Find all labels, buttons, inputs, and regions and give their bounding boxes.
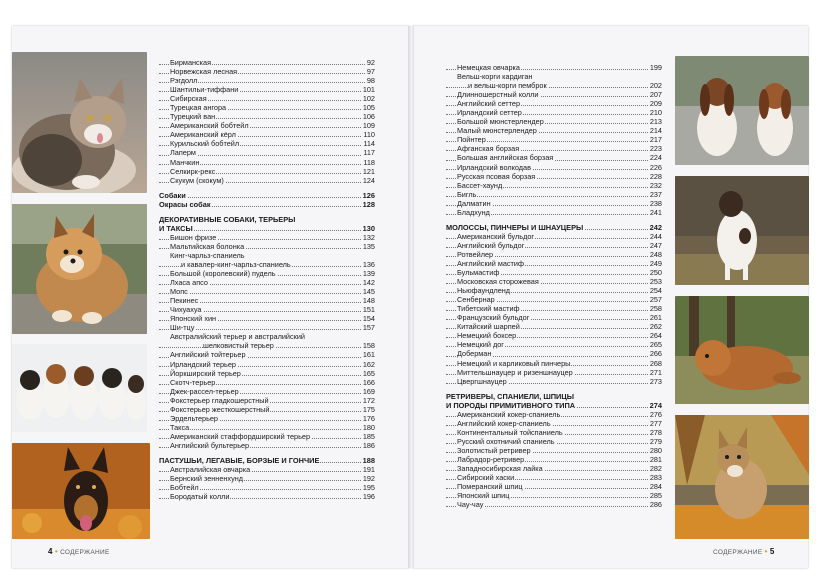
left-toc-group-d	[159, 465, 375, 501]
toc-entry-title: Французский бульдог	[457, 313, 530, 323]
toc-entry-page: 165	[362, 368, 375, 378]
toc-entry-page: 128	[362, 199, 375, 209]
section-heading-line1: ДЕКОРАТИВНЫЕ СОБАКИ, ТЕРЬЕРЫ	[159, 214, 296, 224]
toc-entry-title: Бассет-хаунд	[457, 180, 503, 190]
toc-entry-title: Ирландский сеттер	[457, 108, 522, 118]
toc-entry[interactable]	[159, 94, 375, 103]
footer-label: СОДЕРЖАНИЕ	[713, 549, 763, 556]
toc-entry-page: 262	[649, 322, 662, 332]
toc-entry-title: Померанский шпиц	[457, 482, 523, 492]
toc-entry-title: Английский сеттер	[457, 99, 521, 109]
toc-entry-title: Рэгдолл	[170, 76, 198, 86]
toc-entry-title: Бладхунд	[457, 207, 490, 217]
toc-entry-title: Селкирк-рекс	[170, 166, 216, 176]
toc-entry-title: Тибетский мастиф	[457, 304, 520, 314]
toc-entry-page: 281	[649, 454, 662, 464]
toc-entry-title: Курильский бобтейл	[170, 139, 240, 149]
toc-entry[interactable]	[159, 323, 375, 332]
toc-entry-title: Чау-чау	[457, 500, 484, 510]
toc-entry-title: Русский охотничий спаниель	[457, 436, 555, 446]
toc-entry[interactable]	[446, 304, 662, 313]
toc-entry-page: 169	[362, 386, 375, 396]
toc-entry-title: Австралийский терьер и австралийский	[170, 332, 305, 342]
toc-entry-page: 180	[362, 422, 375, 432]
toc-entry-page: 282	[649, 464, 662, 474]
toc-entry-page: 217	[649, 135, 662, 145]
toc-entry-title: Большой (королевский) пудель	[170, 269, 276, 279]
toc-entry-dog-colors[interactable]	[159, 200, 375, 209]
toc-entry-page: 185	[362, 431, 375, 441]
toc-entry[interactable]	[446, 232, 662, 241]
toc-entry-page: 278	[649, 427, 662, 437]
toc-entry-page: 265	[649, 340, 662, 350]
toc-entry[interactable]	[446, 259, 662, 268]
toc-entry-title: Лхаса апсо	[170, 278, 208, 288]
toc-entry[interactable]	[159, 148, 375, 157]
toc-entry-page: 276	[649, 409, 662, 419]
toc-entry-page: 264	[649, 331, 662, 341]
toc-entry[interactable]	[159, 112, 375, 121]
toc-entry[interactable]	[446, 181, 662, 190]
toc-entry[interactable]	[446, 464, 662, 473]
section-heading-title: ПАСТУШЬИ, ЛЕГАВЫЕ, БОРЗЫЕ И ГОНЧИЕ	[159, 455, 320, 465]
toc-entry[interactable]	[159, 67, 375, 76]
toc-entry-page: 283	[649, 473, 662, 483]
section-heading-retrievers-line2[interactable]	[446, 401, 662, 410]
toc-entry-page: 117	[363, 148, 375, 158]
toc-entry-page: 250	[649, 268, 662, 278]
toc-entry-title: Доберман	[457, 349, 492, 359]
toc-entry-title: Бишон фризе	[170, 232, 217, 242]
photo-pomeranian	[12, 204, 147, 334]
toc-entry[interactable]	[159, 305, 375, 314]
section-heading-page: 242	[649, 222, 662, 232]
toc-entry-title: Мопс	[170, 287, 188, 297]
toc-entry-title: Английский кокер-спаниель	[457, 418, 551, 428]
toc-entry-page: 195	[362, 483, 375, 493]
toc-entry-page: 228	[649, 171, 662, 181]
toc-entry-title: Йоркширский терьер	[170, 368, 241, 378]
toc-entry-title: Ирландский терьер	[170, 359, 236, 369]
toc-entry-title: Сибирская	[170, 94, 207, 104]
toc-entry[interactable]	[446, 410, 662, 419]
toc-entry[interactable]	[446, 491, 662, 500]
toc-entry-title: Австралийская овчарка	[170, 465, 251, 475]
toc-entry[interactable]	[446, 428, 662, 437]
toc-entry-page: 247	[649, 240, 662, 250]
right-toc-group-c	[446, 410, 662, 510]
toc-entry[interactable]	[159, 103, 375, 112]
photo-tibetan-mastiff	[675, 296, 809, 404]
toc-entry-title: Бернский зенненхунд	[170, 474, 244, 484]
toc-entry-page: 248	[649, 249, 662, 259]
left-toc	[159, 58, 375, 501]
toc-entry-page: 253	[649, 277, 662, 287]
toc-entry-title: Бигль	[457, 189, 477, 199]
toc-entry-title: Немецкая овчарка	[457, 63, 520, 72]
toc-entry-title: Афганская борзая	[457, 144, 520, 154]
right-toc-group-a	[446, 63, 662, 217]
section-heading-line2: И ПОРОДЫ ПРИМИТИВНОГО ТИПА	[446, 400, 576, 410]
toc-entry-title: Бирманская	[170, 58, 212, 67]
toc-entry-title: шелковистый терьер	[203, 341, 274, 351]
toc-entry-title: Такса	[170, 422, 190, 432]
toc-entry[interactable]	[446, 268, 662, 277]
toc-entry-title: Американский стаффордширский терьер	[170, 431, 311, 441]
photo-cat	[12, 52, 147, 193]
toc-entry-page: 210	[649, 108, 662, 118]
toc-entry-title: Цвергшнауцер	[457, 376, 507, 386]
toc-entry-title: Фокстерьер гладкошерстный	[170, 395, 269, 405]
toc-entry-page: 257	[649, 295, 662, 305]
toc-entry-page: 126	[362, 190, 375, 200]
toc-entry[interactable]	[159, 369, 375, 378]
toc-entry[interactable]	[159, 378, 375, 387]
toc-entry-title: Скотч-терьер	[170, 377, 216, 387]
toc-entry-title: Далматин	[457, 198, 491, 208]
photo-german-shepherd	[12, 443, 150, 539]
toc-entry-title: Ирландский волкодав	[457, 162, 531, 172]
toc-entry-title: Китайский шарпей	[457, 322, 520, 332]
toc-entry[interactable]	[446, 199, 662, 208]
section-heading-herding[interactable]	[159, 456, 375, 465]
toc-entry-page: 207	[649, 90, 662, 100]
toc-entry-page: 98	[366, 76, 375, 86]
toc-entry-page: 284	[649, 482, 662, 492]
toc-entry[interactable]	[159, 387, 375, 396]
toc-entry-title: Американский кокер-спаниель	[457, 409, 561, 419]
toc-entry-title: Бульмастиф	[457, 268, 500, 278]
toc-entry[interactable]	[446, 313, 662, 322]
toc-entry-page: 199	[649, 63, 662, 72]
toc-entry-title: Бобтейл	[170, 483, 199, 493]
toc-entry-page: 279	[649, 436, 662, 446]
section-heading-decorative-line2[interactable]	[159, 224, 375, 233]
photo-laika	[675, 415, 809, 539]
toc-entry[interactable]	[446, 153, 662, 162]
toc-entry-page: 172	[362, 395, 375, 405]
toc-entry-page: 139	[362, 269, 375, 279]
toc-entry[interactable]	[159, 85, 375, 94]
toc-entry[interactable]	[446, 482, 662, 491]
toc-entry-title: Чихуахуа	[170, 305, 202, 315]
toc-entry-page: 109	[362, 121, 375, 131]
toc-entry[interactable]	[159, 287, 375, 296]
toc-entry[interactable]	[446, 190, 662, 199]
toc-entry-page: 92	[366, 58, 375, 67]
toc-entry-title: Норвежская лесная	[170, 67, 238, 77]
toc-entry-page: 271	[649, 367, 662, 377]
toc-entry-title: Эрдельтерьер	[170, 413, 218, 423]
toc-entry-title: Пойнтер	[457, 135, 486, 145]
toc-entry[interactable]	[159, 360, 375, 369]
toc-entry-title: Западносибирская лайка	[457, 464, 543, 474]
toc-entry[interactable]	[446, 117, 662, 126]
toc-entry[interactable]	[446, 359, 662, 368]
toc-entry-page: 273	[649, 376, 662, 386]
toc-entry[interactable]	[446, 455, 662, 464]
toc-entry[interactable]	[446, 99, 662, 108]
toc-entry[interactable]	[446, 500, 662, 509]
toc-entry-title: Английский тойтерьер	[170, 350, 246, 360]
toc-entry-page: 158	[362, 341, 375, 351]
toc-entry-page: 223	[649, 144, 662, 154]
toc-entry[interactable]	[446, 368, 662, 377]
toc-entry-title: Немецкий дог	[457, 340, 504, 350]
bullet-icon: •	[764, 547, 768, 556]
toc-entry-title: Золотистый ретривер	[457, 445, 531, 455]
toc-entry-page: 232	[649, 180, 662, 190]
toc-entry-title: Немецкий и карликовый пинчеры	[457, 358, 571, 368]
toc-entry-title: Немецкий боксер	[457, 331, 517, 341]
toc-entry-page: 277	[649, 418, 662, 428]
section-heading-decorative[interactable]	[159, 215, 375, 224]
toc-entry-page: 213	[649, 117, 662, 127]
toc-entry[interactable]	[446, 419, 662, 428]
toc-entry-page: 261	[649, 313, 662, 323]
toc-entry-title: Манчкин	[170, 157, 200, 167]
toc-entry-title: Фокстерьер жесткошерстный	[170, 404, 270, 414]
toc-entry-page: 118	[363, 157, 375, 167]
toc-entry-page: 166	[362, 377, 375, 387]
toc-entry[interactable]	[159, 176, 375, 185]
toc-entry-title: Бородатый колли	[170, 492, 230, 502]
right-toc-group-b	[446, 232, 662, 386]
toc-entry[interactable]	[159, 441, 375, 450]
toc-entry-page: 135	[362, 241, 375, 251]
toc-entry[interactable]	[159, 483, 375, 492]
toc-entry-title: Ньюфаундленд	[457, 286, 511, 296]
toc-entry-title: Мальтийская болонка	[170, 241, 245, 251]
toc-entry[interactable]	[446, 277, 662, 286]
toc-entry-page: 224	[649, 153, 662, 163]
page-number: 5	[769, 547, 775, 556]
toc-entry[interactable]	[159, 58, 375, 67]
toc-entry[interactable]	[446, 72, 662, 81]
toc-entry[interactable]	[446, 377, 662, 386]
toc-entry-page: 136	[362, 259, 375, 269]
photo-pointer	[675, 176, 809, 285]
toc-entry[interactable]	[159, 396, 375, 405]
toc-entry[interactable]	[446, 295, 662, 304]
toc-entry-page: 268	[649, 358, 662, 368]
toc-entry-title: Миттельшнауцер и ризеншнауцер	[457, 367, 573, 377]
left-toc-group-c	[159, 233, 375, 450]
toc-entry-page: 191	[362, 465, 375, 475]
toc-entry-page: 244	[649, 231, 662, 241]
toc-entry[interactable]	[159, 233, 375, 242]
toc-entry[interactable]	[446, 473, 662, 482]
bullet-icon: •	[54, 547, 58, 556]
toc-entry[interactable]	[446, 172, 662, 181]
toc-entry-page: 241	[649, 207, 662, 217]
toc-entry[interactable]	[159, 474, 375, 483]
toc-entry-page: 145	[362, 287, 375, 297]
toc-entry-page: 142	[362, 278, 375, 288]
toc-entry[interactable]	[159, 314, 375, 323]
page-number: 4	[48, 547, 53, 556]
toc-entry-page: 286	[649, 500, 662, 510]
toc-entry-title: Длинношерстный колли	[457, 90, 539, 100]
toc-entry-page: 162	[362, 359, 375, 369]
book-gutter	[408, 26, 414, 568]
toc-entry-title: Большая английская борзая	[457, 153, 554, 163]
toc-entry-page: 175	[362, 404, 375, 414]
toc-entry-title: и вельш-корги пемброк	[468, 81, 547, 91]
toc-entry[interactable]	[159, 465, 375, 474]
toc-entry-title: Турецкий ван	[170, 112, 216, 122]
toc-entry-title: Джек-рассел-терьер	[170, 386, 239, 396]
toc-entry-title: Континентальный тойспаниель	[457, 427, 563, 437]
toc-entry-page: 97	[366, 67, 375, 77]
section-heading-page: 188	[362, 455, 375, 465]
toc-entry-title: Окрасы собак	[159, 199, 211, 209]
toc-entry[interactable]	[446, 349, 662, 358]
toc-entry-title: Ротвейлер	[457, 249, 494, 259]
toc-entry-title: Русская псовая борзая	[457, 171, 536, 181]
toc-entry-title: Ши-тцу	[170, 323, 195, 333]
toc-entry[interactable]	[446, 108, 662, 117]
toc-entry[interactable]	[446, 241, 662, 250]
toc-entry-page: 102	[362, 94, 375, 104]
toc-entry-page: 249	[649, 258, 662, 268]
toc-entry[interactable]	[159, 296, 375, 305]
toc-entry-title: Большой мюнстерлендер	[457, 117, 544, 127]
toc-entry-title: Собаки	[159, 190, 186, 200]
toc-entry-title: Малый мюнстерлендер	[457, 126, 537, 136]
toc-entry-page: 196	[362, 492, 375, 502]
toc-entry-title: Кинг-чарльз-спаниель	[170, 250, 245, 260]
toc-entry[interactable]	[446, 250, 662, 259]
toc-entry-title: Лабрадор-ретривер	[457, 454, 525, 464]
toc-entry-page: 132	[362, 232, 375, 242]
toc-entry-title: Японский хин	[170, 314, 217, 324]
section-heading-retrievers[interactable]	[446, 392, 662, 401]
toc-entry-title: Московская сторожевая	[457, 277, 539, 287]
toc-entry-title: Шантильи-тиффани	[170, 85, 239, 95]
toc-entry-title: Американский кёрл	[170, 130, 236, 140]
toc-entry-page: 202	[649, 81, 662, 91]
toc-entry-page: 121	[362, 166, 375, 176]
toc-entry-title: Английский бульдог	[457, 240, 525, 250]
toc-entry-title: Американский бульдог	[457, 231, 535, 241]
toc-entry[interactable]	[159, 278, 375, 287]
section-heading-line2: И ТАКСЫ	[159, 223, 193, 233]
section-heading-molossi[interactable]	[446, 223, 662, 232]
toc-entry[interactable]	[159, 350, 375, 359]
right-toc	[446, 63, 662, 509]
photo-puppies	[12, 344, 147, 432]
toc-entry-page: 176	[362, 413, 375, 423]
toc-entry[interactable]	[159, 260, 375, 269]
toc-entry-title: Скукум (скокум)	[170, 175, 224, 185]
toc-entry-page: 114	[363, 139, 375, 149]
section-heading-line1: РЕТРИВЕРЫ, СПАНИЕЛИ, ШПИЦЫ	[446, 391, 575, 401]
toc-entry[interactable]	[159, 269, 375, 278]
toc-entry-page: 186	[362, 440, 375, 450]
toc-entry[interactable]	[159, 432, 375, 441]
toc-entry-page: 105	[362, 103, 375, 113]
toc-entry-page: 280	[649, 445, 662, 455]
toc-entry[interactable]	[446, 446, 662, 455]
toc-entry-page: 124	[362, 175, 375, 185]
toc-entry[interactable]	[446, 81, 662, 90]
toc-entry[interactable]	[159, 423, 375, 432]
toc-entry-page: 110	[363, 130, 375, 140]
toc-entry-title: Вельш-корги кардиган	[457, 72, 533, 82]
toc-entry-title: Английский мастиф	[457, 258, 524, 268]
toc-entry-page: 266	[649, 349, 662, 359]
toc-entry-title: Японский шпиц	[457, 491, 510, 501]
toc-entry-page: 258	[649, 304, 662, 314]
right-footer	[713, 547, 775, 556]
toc-entry[interactable]	[159, 405, 375, 414]
toc-entry[interactable]	[159, 76, 375, 85]
toc-entry-page: 161	[362, 350, 375, 360]
toc-entry-page: 101	[362, 85, 375, 95]
toc-entry[interactable]	[446, 90, 662, 99]
section-heading-page: 274	[649, 400, 662, 410]
toc-entry-page: 238	[649, 198, 662, 208]
toc-entry[interactable]	[159, 492, 375, 501]
toc-entry-title: Сенбернар	[457, 295, 495, 305]
toc-entry-title: Лаперм	[170, 148, 196, 158]
toc-entry-page: 148	[362, 296, 375, 306]
left-footer	[48, 547, 110, 556]
photo-basset-hounds	[675, 56, 809, 165]
toc-entry[interactable]	[446, 163, 662, 172]
footer-label: СОДЕРЖАНИЕ	[60, 549, 110, 556]
toc-entry[interactable]	[159, 242, 375, 251]
toc-entry[interactable]	[446, 63, 662, 72]
toc-entry-page: 237	[649, 189, 662, 199]
toc-entry-title: Американский бобтейл	[170, 121, 249, 131]
toc-entry-page: 106	[362, 112, 375, 122]
toc-entry[interactable]	[446, 208, 662, 217]
section-heading-page: 130	[362, 223, 375, 233]
toc-entry[interactable]	[446, 322, 662, 331]
toc-entry-dogs[interactable]	[159, 191, 375, 200]
toc-entry[interactable]	[446, 437, 662, 446]
toc-entry[interactable]	[159, 251, 375, 260]
toc-entry[interactable]	[159, 414, 375, 423]
toc-entry-page: 192	[362, 474, 375, 484]
toc-entry-page: 151	[362, 305, 375, 315]
section-heading-title: МОЛОССЫ, ПИНЧЕРЫ И ШНАУЦЕРЫ	[446, 222, 584, 232]
toc-entry[interactable]	[159, 167, 375, 176]
toc-entry-page: 254	[649, 286, 662, 296]
toc-entry-page: 214	[649, 126, 662, 136]
toc-entry-title: Турецкая ангора	[170, 103, 227, 113]
toc-entry[interactable]	[159, 158, 375, 167]
toc-entry-title: и кавалер-кинг-чарльз-спаниель	[181, 259, 291, 269]
toc-entry-page: 209	[649, 99, 662, 109]
toc-entry-title: Английский бультерьер	[170, 440, 250, 450]
toc-entry-title: Пекинес	[170, 296, 199, 306]
toc-entry-page: 226	[649, 162, 662, 172]
toc-entry[interactable]	[446, 286, 662, 295]
toc-entry-page: 154	[362, 314, 375, 324]
toc-entry-page: 157	[362, 323, 375, 333]
toc-entry-title: Сибирский хаски	[457, 473, 515, 483]
left-toc-group-a	[159, 58, 375, 185]
toc-entry-page: 285	[649, 491, 662, 501]
